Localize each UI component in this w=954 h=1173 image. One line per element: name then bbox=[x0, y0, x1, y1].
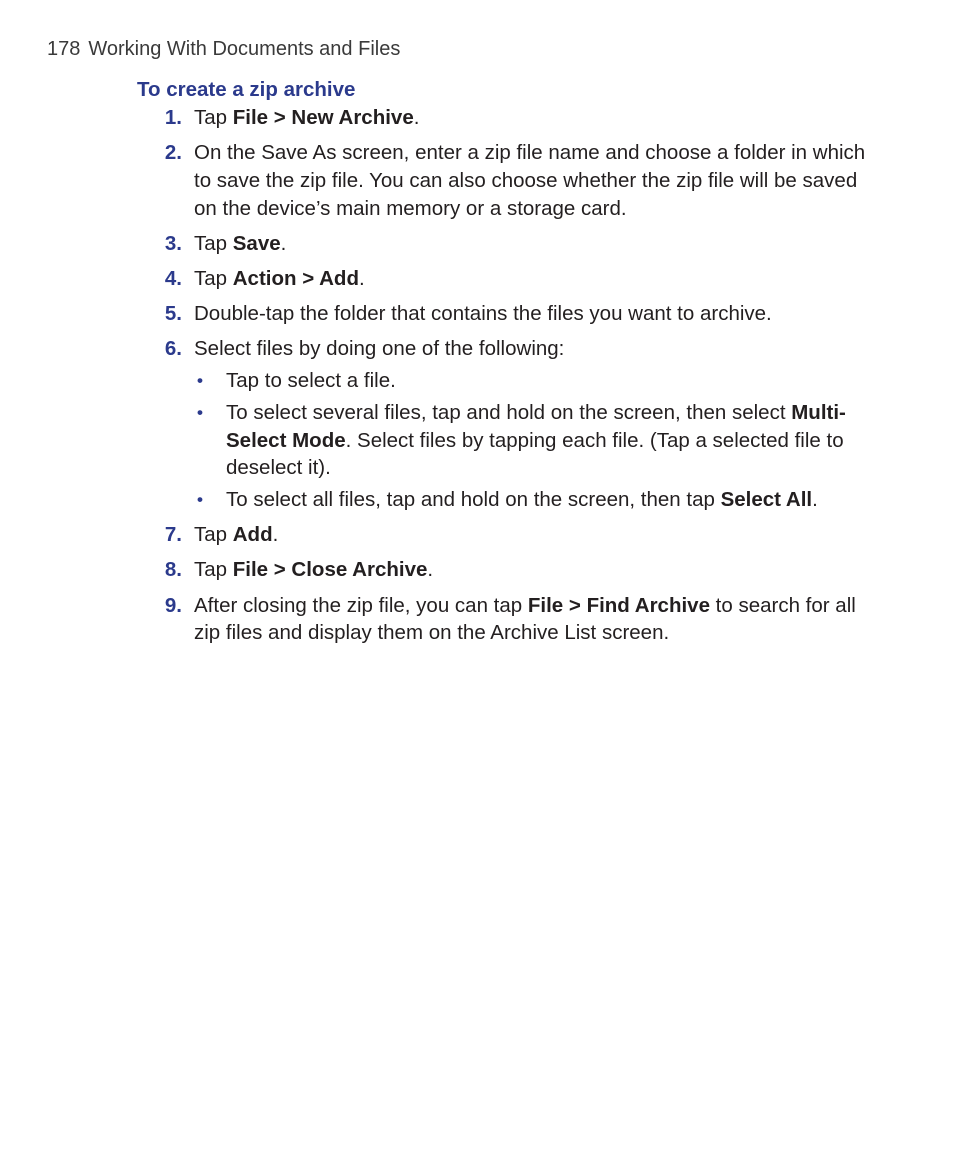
step-8 bbox=[137, 556, 867, 584]
bullet-item bbox=[194, 367, 867, 395]
step-text-plain: . bbox=[413, 106, 420, 129]
bullet-item bbox=[194, 486, 867, 514]
step-1 bbox=[137, 104, 867, 132]
step-4 bbox=[137, 265, 867, 293]
step-number: 6. bbox=[164, 337, 182, 361]
step-text-plain: Tap bbox=[194, 523, 233, 547]
bullet-text-plain: . bbox=[812, 487, 818, 511]
step-text bbox=[194, 558, 433, 581]
step-text-bold: Action > Add bbox=[232, 267, 359, 291]
step-2 bbox=[137, 139, 867, 222]
step-text bbox=[194, 106, 419, 129]
step-text-plain: . bbox=[280, 231, 287, 255]
step-number: 5. bbox=[164, 302, 182, 326]
step-text-bold: Add bbox=[232, 523, 273, 547]
bullet-list bbox=[194, 367, 867, 514]
chapter-title: Working With Documents and Files bbox=[88, 38, 401, 60]
bullet-text-bold: Multi-Select Mode bbox=[226, 400, 846, 452]
step-number: 8. bbox=[164, 558, 182, 582]
step-7 bbox=[137, 521, 867, 549]
step-number: 7. bbox=[164, 523, 182, 547]
step-text bbox=[194, 232, 286, 255]
page-header bbox=[47, 37, 400, 61]
bullet-text bbox=[226, 401, 846, 479]
step-5 bbox=[137, 300, 867, 328]
step-text bbox=[194, 267, 365, 290]
step-text-bold: File > Close Archive bbox=[232, 558, 428, 582]
step-text: Select files by doing one of the following: bbox=[194, 337, 565, 361]
step-6 bbox=[137, 335, 867, 513]
bullet-text-bold: Select All bbox=[720, 487, 813, 511]
step-text-bold: File > Find Archive bbox=[527, 593, 710, 617]
bullet-text: Tap to select a file. bbox=[226, 369, 396, 393]
step-text: Double-tap the folder that contains the files you want to archive. bbox=[194, 302, 772, 326]
step-3 bbox=[137, 230, 867, 258]
step-text bbox=[194, 594, 856, 645]
bullet-dot-icon: • bbox=[197, 371, 203, 391]
step-number: 1. bbox=[164, 106, 182, 129]
bullet-dot-icon: • bbox=[197, 402, 203, 422]
step-text-plain: . bbox=[358, 267, 365, 291]
section-title: To create a zip archive bbox=[137, 78, 356, 101]
step-text-plain: Tap bbox=[194, 231, 233, 255]
page-number: 178 bbox=[47, 38, 81, 60]
step-9 bbox=[137, 592, 867, 647]
step-number: 3. bbox=[164, 231, 182, 255]
step-text-bold: Save bbox=[232, 231, 281, 255]
step-text-plain: to search for all zip files and display them on the Archive List screen. bbox=[194, 593, 856, 645]
step-text: On the Save As screen, enter a zip file name and choose a folder in which to save the zip file. You can also choose whether the zip file will be saved on the device’s main memory or a storage card. bbox=[194, 141, 866, 220]
step-number: 9. bbox=[164, 593, 182, 617]
step-text-plain: . bbox=[427, 558, 434, 582]
step-text-plain: Tap bbox=[194, 106, 233, 129]
bullet-text bbox=[226, 488, 818, 511]
step-text-plain: . bbox=[272, 523, 279, 547]
bullet-text-plain: To select several files, tap and hold on the screen, then select bbox=[226, 400, 792, 424]
step-text-plain: Tap bbox=[194, 558, 233, 582]
step-number: 4. bbox=[164, 267, 182, 291]
step-text-plain: Tap bbox=[194, 267, 233, 291]
step-text-plain: After closing the zip file, you can tap bbox=[194, 593, 528, 617]
bullet-text-plain: To select all files, tap and hold on the screen, then tap bbox=[226, 487, 721, 511]
steps-list bbox=[137, 104, 867, 654]
step-number: 2. bbox=[164, 141, 182, 165]
bullet-text-plain: . Select files by tapping each file. (Tap a selected file to deselect it). bbox=[226, 428, 844, 480]
bullet-dot-icon: • bbox=[197, 489, 203, 509]
step-text-bold: File > New Archive bbox=[232, 106, 414, 129]
step-text bbox=[194, 523, 278, 546]
bullet-item bbox=[194, 399, 867, 482]
